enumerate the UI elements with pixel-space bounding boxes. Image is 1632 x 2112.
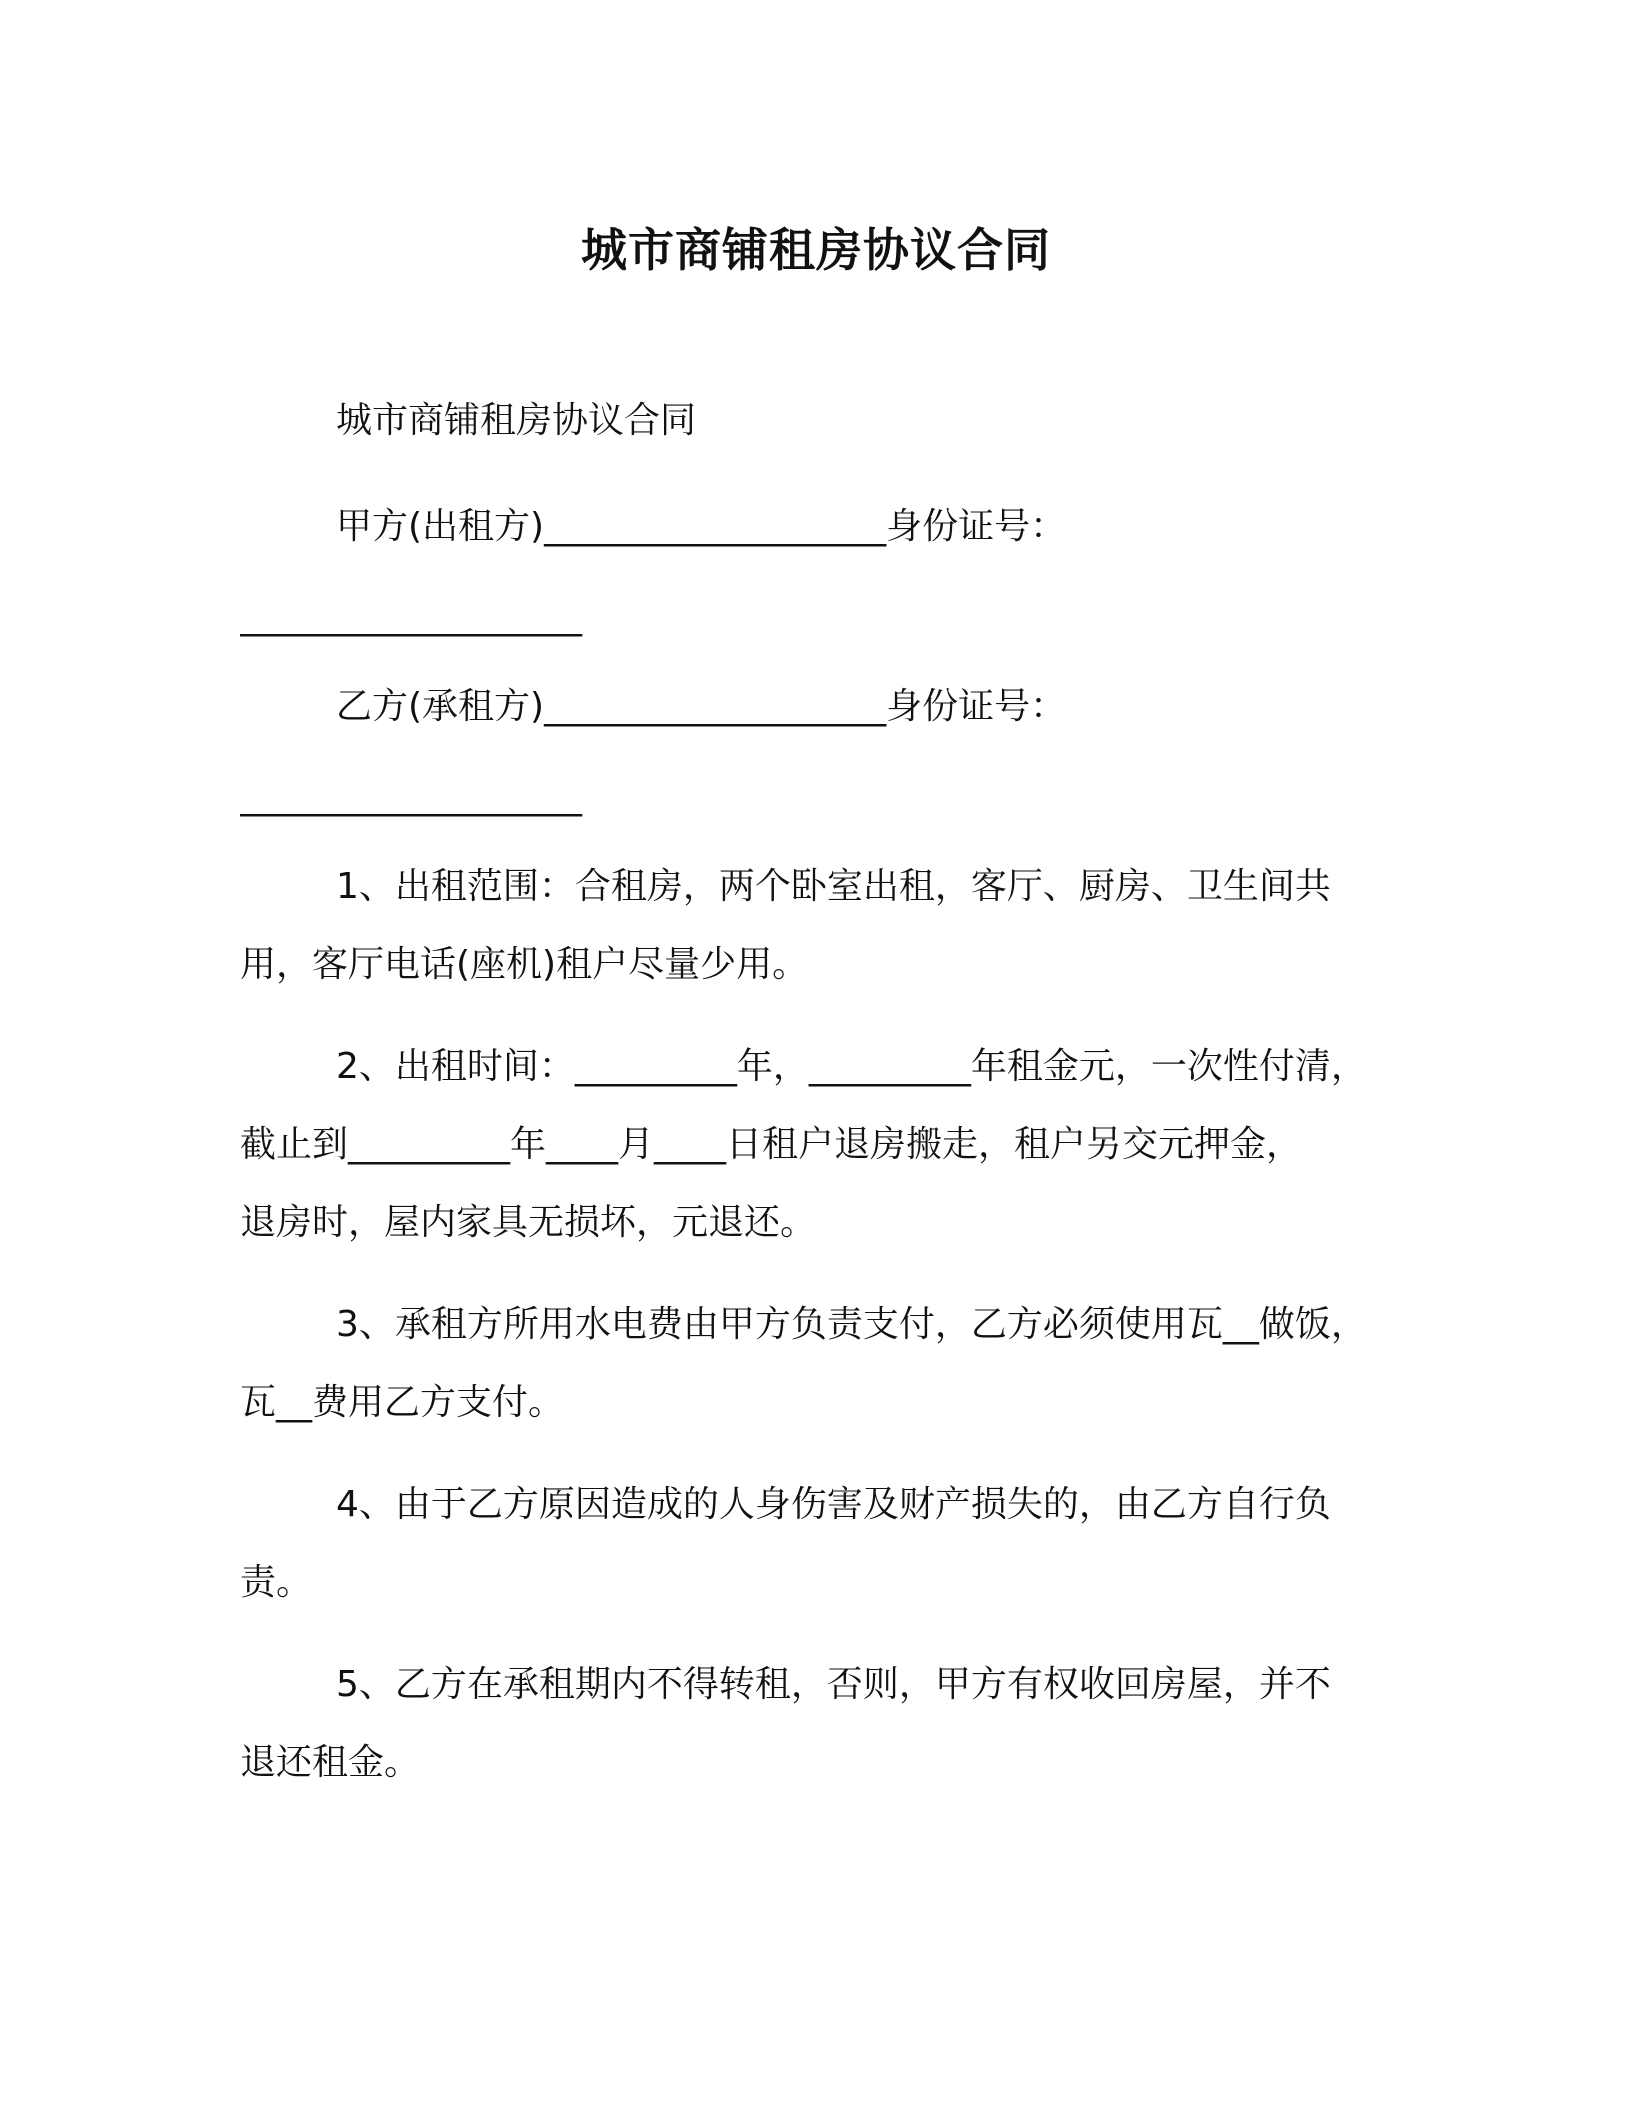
party-b-id-blank: ___________________ — [240, 776, 582, 817]
party-a-id-blank: ___________________ — [240, 596, 582, 637]
party-b-line: 乙方(承租方)___________________身份证号： — [336, 686, 1067, 727]
party-a-line: 甲方(出租方)___________________身份证号： — [336, 506, 1067, 547]
clause-4-line-2: 责。 — [240, 1562, 313, 1603]
clause-4-line-1: 4、由于乙方原因造成的人身伤害及财产损失的，由乙方自行负 — [336, 1484, 1331, 1525]
clause-2-line-1: 2、出租时间：_________年，_________年租金元，一次性付清， — [336, 1046, 1367, 1087]
clause-1-line-2: 用，客厅电话(座机)租户尽量少用。 — [240, 944, 809, 985]
clause-2-line-2: 截止到_________年____月____日租户退房搬走，租户另交元押金， — [240, 1124, 1303, 1165]
clause-5-line-2: 退还租金。 — [240, 1742, 421, 1783]
clause-2-line-3: 退房时，屋内家具无损坏，元退还。 — [240, 1202, 817, 1243]
clause-3-line-2: 瓦__费用乙方支付。 — [240, 1382, 565, 1423]
clause-5-line-1: 5、乙方在承租期内不得转租，否则，甲方有权收回房屋，并不 — [336, 1664, 1331, 1705]
document-title: 城市商铺租房协议合同 — [581, 223, 1051, 277]
clause-3-line-1: 3、承租方所用水电费由甲方负责支付，乙方必须使用瓦__做饭， — [336, 1304, 1367, 1345]
document-subtitle: 城市商铺租房协议合同 — [336, 400, 697, 441]
clause-1-line-1: 1、出租范围：合租房，两个卧室出租，客厅、厨房、卫生间共 — [336, 866, 1331, 907]
